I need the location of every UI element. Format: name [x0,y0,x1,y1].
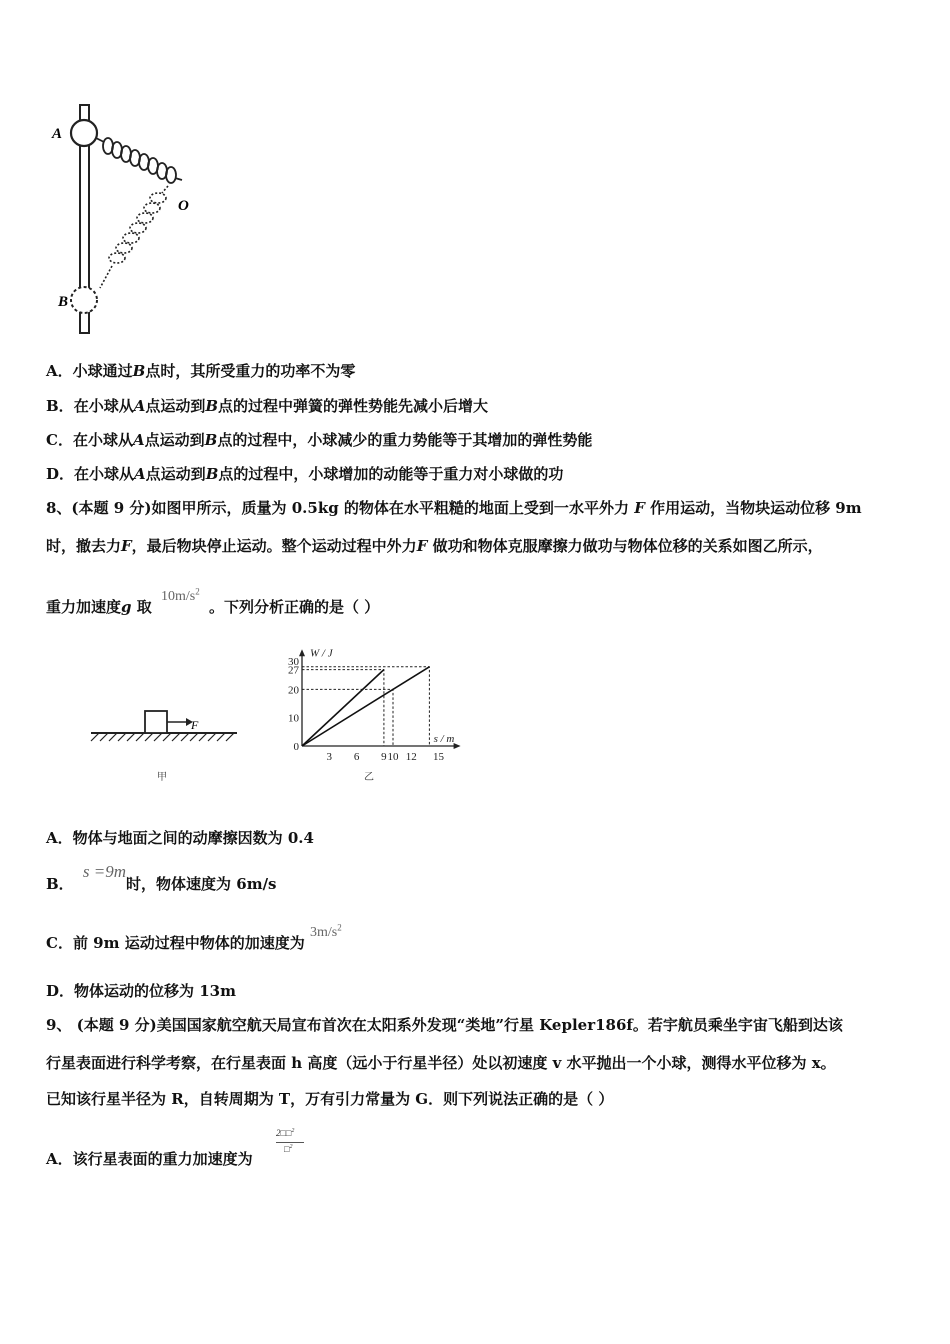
force-label: F [191,718,199,732]
x-axis-label: s / m [433,733,455,745]
x-tick-label-3: 3 [326,751,333,763]
series-line-1 [302,667,429,746]
q7-option-d: D．在小球从A点运动到B点的过程中，小球增加的动能等于重力对小球做的功 [46,465,564,483]
label-o: O [178,198,189,214]
x-tick-label-15: 15 [433,751,444,763]
q7-option-c: C．在小球从A点运动到B点的过程中，小球减少的重力势能等于其增加的弹性势能 [46,431,593,449]
q8-option-b: B． s =9m时，物体速度为 6m/s [46,862,277,893]
spring-dashed [100,186,168,288]
math-s-9m: s =9m [82,862,127,881]
label-b: B [58,294,69,310]
figure-yi-chart [280,640,480,785]
q8-option-c: C．前 9m 运动过程中物体的加速度为 $3m/s^2$ [46,922,342,952]
y-tick-label-20: 20 [288,684,299,697]
x-axis-arrow [454,743,461,749]
label-a: A [52,126,63,142]
q7-option-b: B．在小球从A点运动到B点的过程中弹簧的弹性势能先减小后增大 [46,397,489,415]
q9-stem-line3: 已知该行星半径为 R，自转周期为 T，万有引力常量为 G．则下列说法正确的是（ ） [46,1090,614,1108]
q8-stem-line3: 重力加速度g 取 $10m/s^2$ 。下列分析正确的是（ ） [46,586,380,616]
math-3ms2: $3m/s^2$ [309,922,342,940]
q8-stem-line1: 8、(本题 9 分)如图甲所示，质量为 0.5kg 的物体在水平粗糙的地面上受到一水平外力 F 作用运动，当物块运动位移 9m [46,499,862,517]
caption-jia: 甲 [157,772,167,783]
y-axis-arrow [299,649,305,656]
q9-option-a-fraction: 2□□$^2$ □$^2$ [276,1128,308,1164]
spring-rod-figure [40,100,210,340]
q8-option-d: D．物体运动的位移为 13m [46,982,236,1000]
x-tick-label-10: 10 [387,751,399,763]
y-tick-label-30: 30 [288,656,299,669]
q8-option-a: A．物体与地面之间的动摩擦因数为 0.4 [46,829,314,847]
y-tick-label-10: 10 [288,712,299,725]
spring-solid [96,138,182,183]
ball-a [71,120,97,146]
y-tick-label-0: 0 [293,741,299,753]
figure-jia [85,700,250,790]
q9-stem-line2: 行星表面进行科学考察，在行星表面 h 高度（远小于行星半径）处以初速度 v 水平抛出一个小球，测得水平位移为 x。 [46,1054,836,1072]
ball-b [71,287,97,313]
q9-stem-line1: 9、 (本题 9 分)美国国家航空航天局宣布首次在太阳系外发现“类地”行星 Kepler186f。若宇航员乘坐宇宙飞船到达该 [46,1016,843,1034]
q7-option-a: A．小球通过B点时，其所受重力的功率不为零 [46,362,356,380]
series-line-0 [302,670,384,746]
block [145,711,167,733]
x-tick-label-9: 9 [381,751,387,763]
q8-stem-line2: 时，撤去力F，最后物块停止运动。整个运动过程中外力F 做功和物体克服摩擦力做功与物体位移的关系如图乙所示， [46,537,823,555]
x-tick-label-12: 12 [405,751,417,763]
x-tick-label-6: 6 [353,751,360,763]
caption-yi: 乙 [364,772,374,783]
y-axis-label: W / J [310,647,333,660]
ground-hatch [91,733,234,741]
y-tick-label-27: 27 [288,664,299,677]
g-value: $10m/s^2$ [161,586,200,604]
q9-option-a: A．该行星表面的重力加速度为 [46,1150,253,1168]
